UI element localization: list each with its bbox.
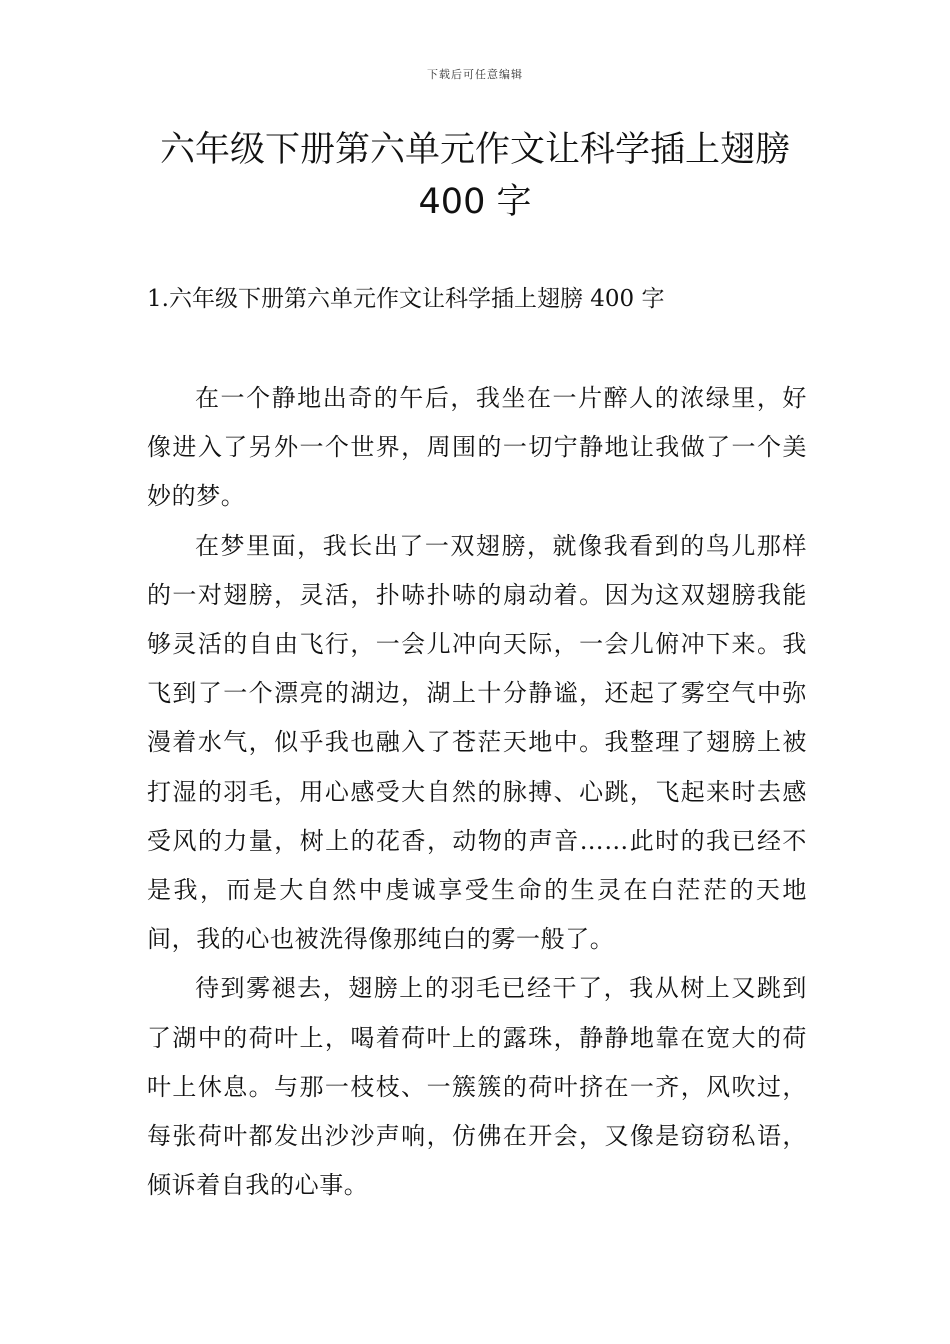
paragraph: 在梦里面，我长出了一双翅膀，就像我看到的鸟儿那样的一对翅膀，灵活，扑哧扑哧的扇动着。因为这双翅膀我能够灵活的自由飞行，一会儿冲向天际，一会儿俯冲下来。我飞到了一个漂亮的湖边，湖上十分静谧，还起了雾空气中弥漫着水气，似乎我也融入了苍茫天地中。我整理了翅膀上被打湿的羽毛，用心感受大自然的脉搏、心跳，飞起来时去感受风的力量，树上的花香，动物的声音……此时的我已经不是我，而是大自然中虔诚享受生命的生灵在白茫茫的天地间，我的心也被洗得像那纯白的雾一般了。 (147, 531, 807, 954)
paragraph: 待到雾褪去，翅膀上的羽毛已经干了，我从树上又跳到了湖中的荷叶上，喝着荷叶上的露珠，静静地靠在宽大的荷叶上休息。与那一枝枝、一簇簇的荷叶挤在一齐，风吹过，每张荷叶都发出沙沙声响，仿佛在开会，又像是窃窃私语，倾诉着自我的心事。 (147, 974, 807, 1200)
document-title-line-1: 六年级下册第六单元作文让科学插上翅膀 (159, 130, 790, 170)
document-title (120, 124, 830, 228)
document-title-line-2: 400 字 (418, 182, 532, 222)
section-heading: 1.六年级下册第六单元作文让科学插上翅膀 400 字 (147, 286, 665, 312)
essay-body (147, 374, 807, 1210)
header-note: 下载后可任意编辑 (427, 68, 523, 81)
paragraph: 在一个静地出奇的午后，我坐在一片醉人的浓绿里，好像进入了另外一个世界，周围的一切宁静地让我做了一个美妙的梦。 (147, 384, 807, 511)
